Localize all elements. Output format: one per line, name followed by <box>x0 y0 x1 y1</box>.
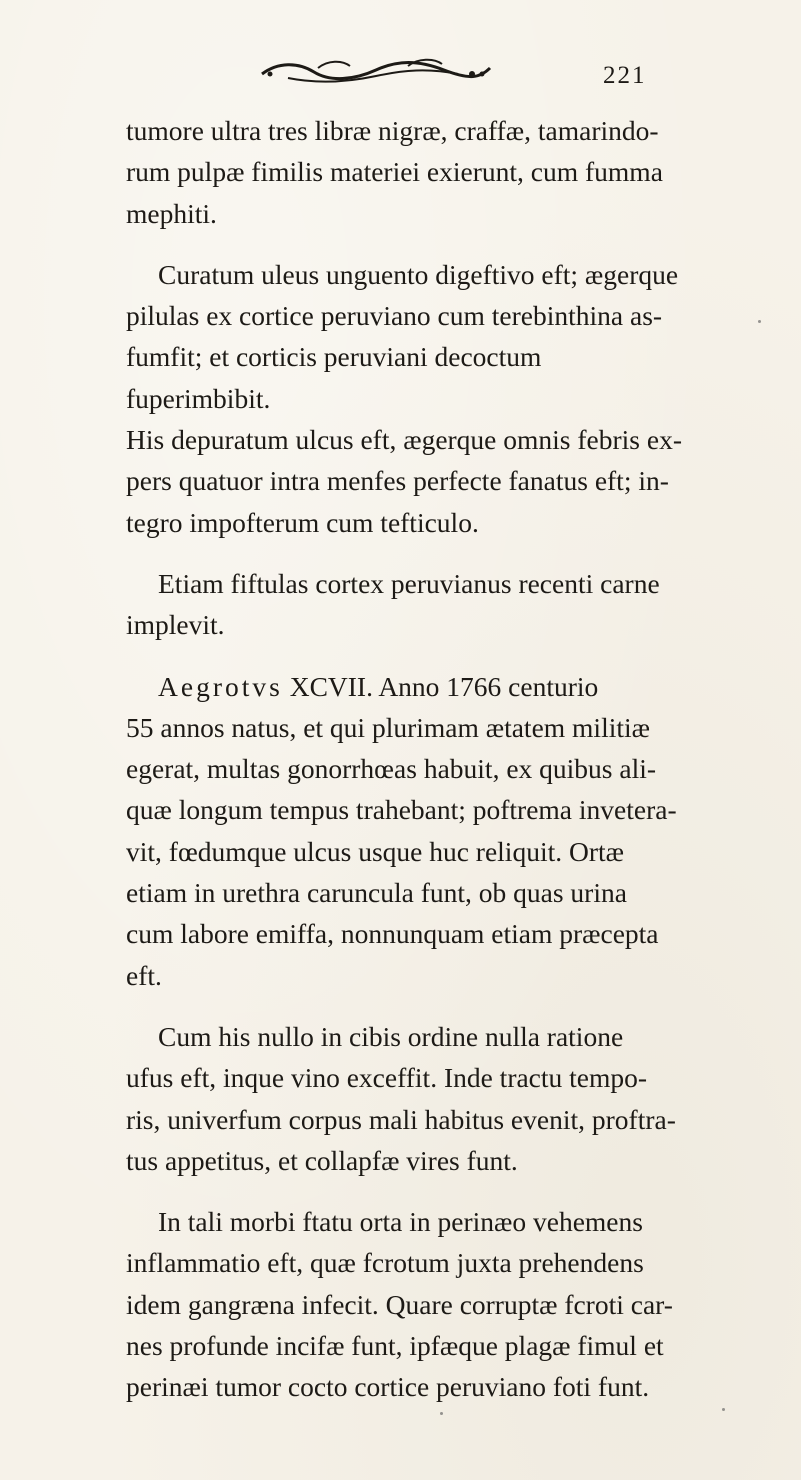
paragraph-3: Etiam fiftulas cortex peruvianus recenti carne implevit. <box>126 567 660 641</box>
ink-speck <box>440 1412 443 1415</box>
page-number: 221 <box>603 62 647 89</box>
paragraph-4 <box>126 666 686 996</box>
ink-speck <box>758 320 761 323</box>
paragraph-2: Curatum uleus unguento digeftivo eft; ægerque pilulas ex cortice peruviano cum terebinthina as- fumfit; et corticis peruviani decoctum fuperimbibit. His depuratum ulcus eft, ægerque omnis febris ex- pers quatuor intra menfes perfecte fanatus eft; in- tegro impofterum cum tefticulo. <box>126 258 682 538</box>
case-heading: Aegrotvs <box>158 670 283 702</box>
ink-speck <box>722 1408 725 1411</box>
paragraph-6: In tali morbi ftatu orta in perinæo vehemens inflammatio eft, quæ fcrotum juxta prehendens idem gangræna infecit. Quare corruptæ fcroti car- nes profunde incifæ funt, ipfæque plagæ fimul et perinæi tumor cocto cortice peruviano foti funt. <box>126 1206 673 1403</box>
printers-flourish-ornament-icon <box>258 58 494 86</box>
body-text <box>126 110 686 1428</box>
paragraph-4-text: XCVII. Anno 1766 centurio 55 annos natus, et qui plurimam ætatem militiæ egerat, multas gonorrhœas habuit, ex quibus ali- quæ longum tempus trahebant; poftrema invetera- vit, fœdumque ulcus usque huc reliquit. Ortæ etiam in urethra caruncula funt, ob quas urina cum labore emiffa, nonnunquam etiam præcepta eft. <box>126 670 677 991</box>
page-header <box>0 58 801 98</box>
paragraph-1: tumore ultra tres libræ nigræ, craffæ, tamarindo- rum pulpæ fimilis materiei exierunt, cum fumma mephiti. <box>126 115 663 229</box>
paragraph-5: Cum his nullo in cibis ordine nulla ratione ufus eft, inque vino exceffit. Inde tractu tempo- ris, univerfum corpus mali habitus evenit, proftra- tus appetitus, et collapfæ vires funt. <box>126 1020 676 1176</box>
